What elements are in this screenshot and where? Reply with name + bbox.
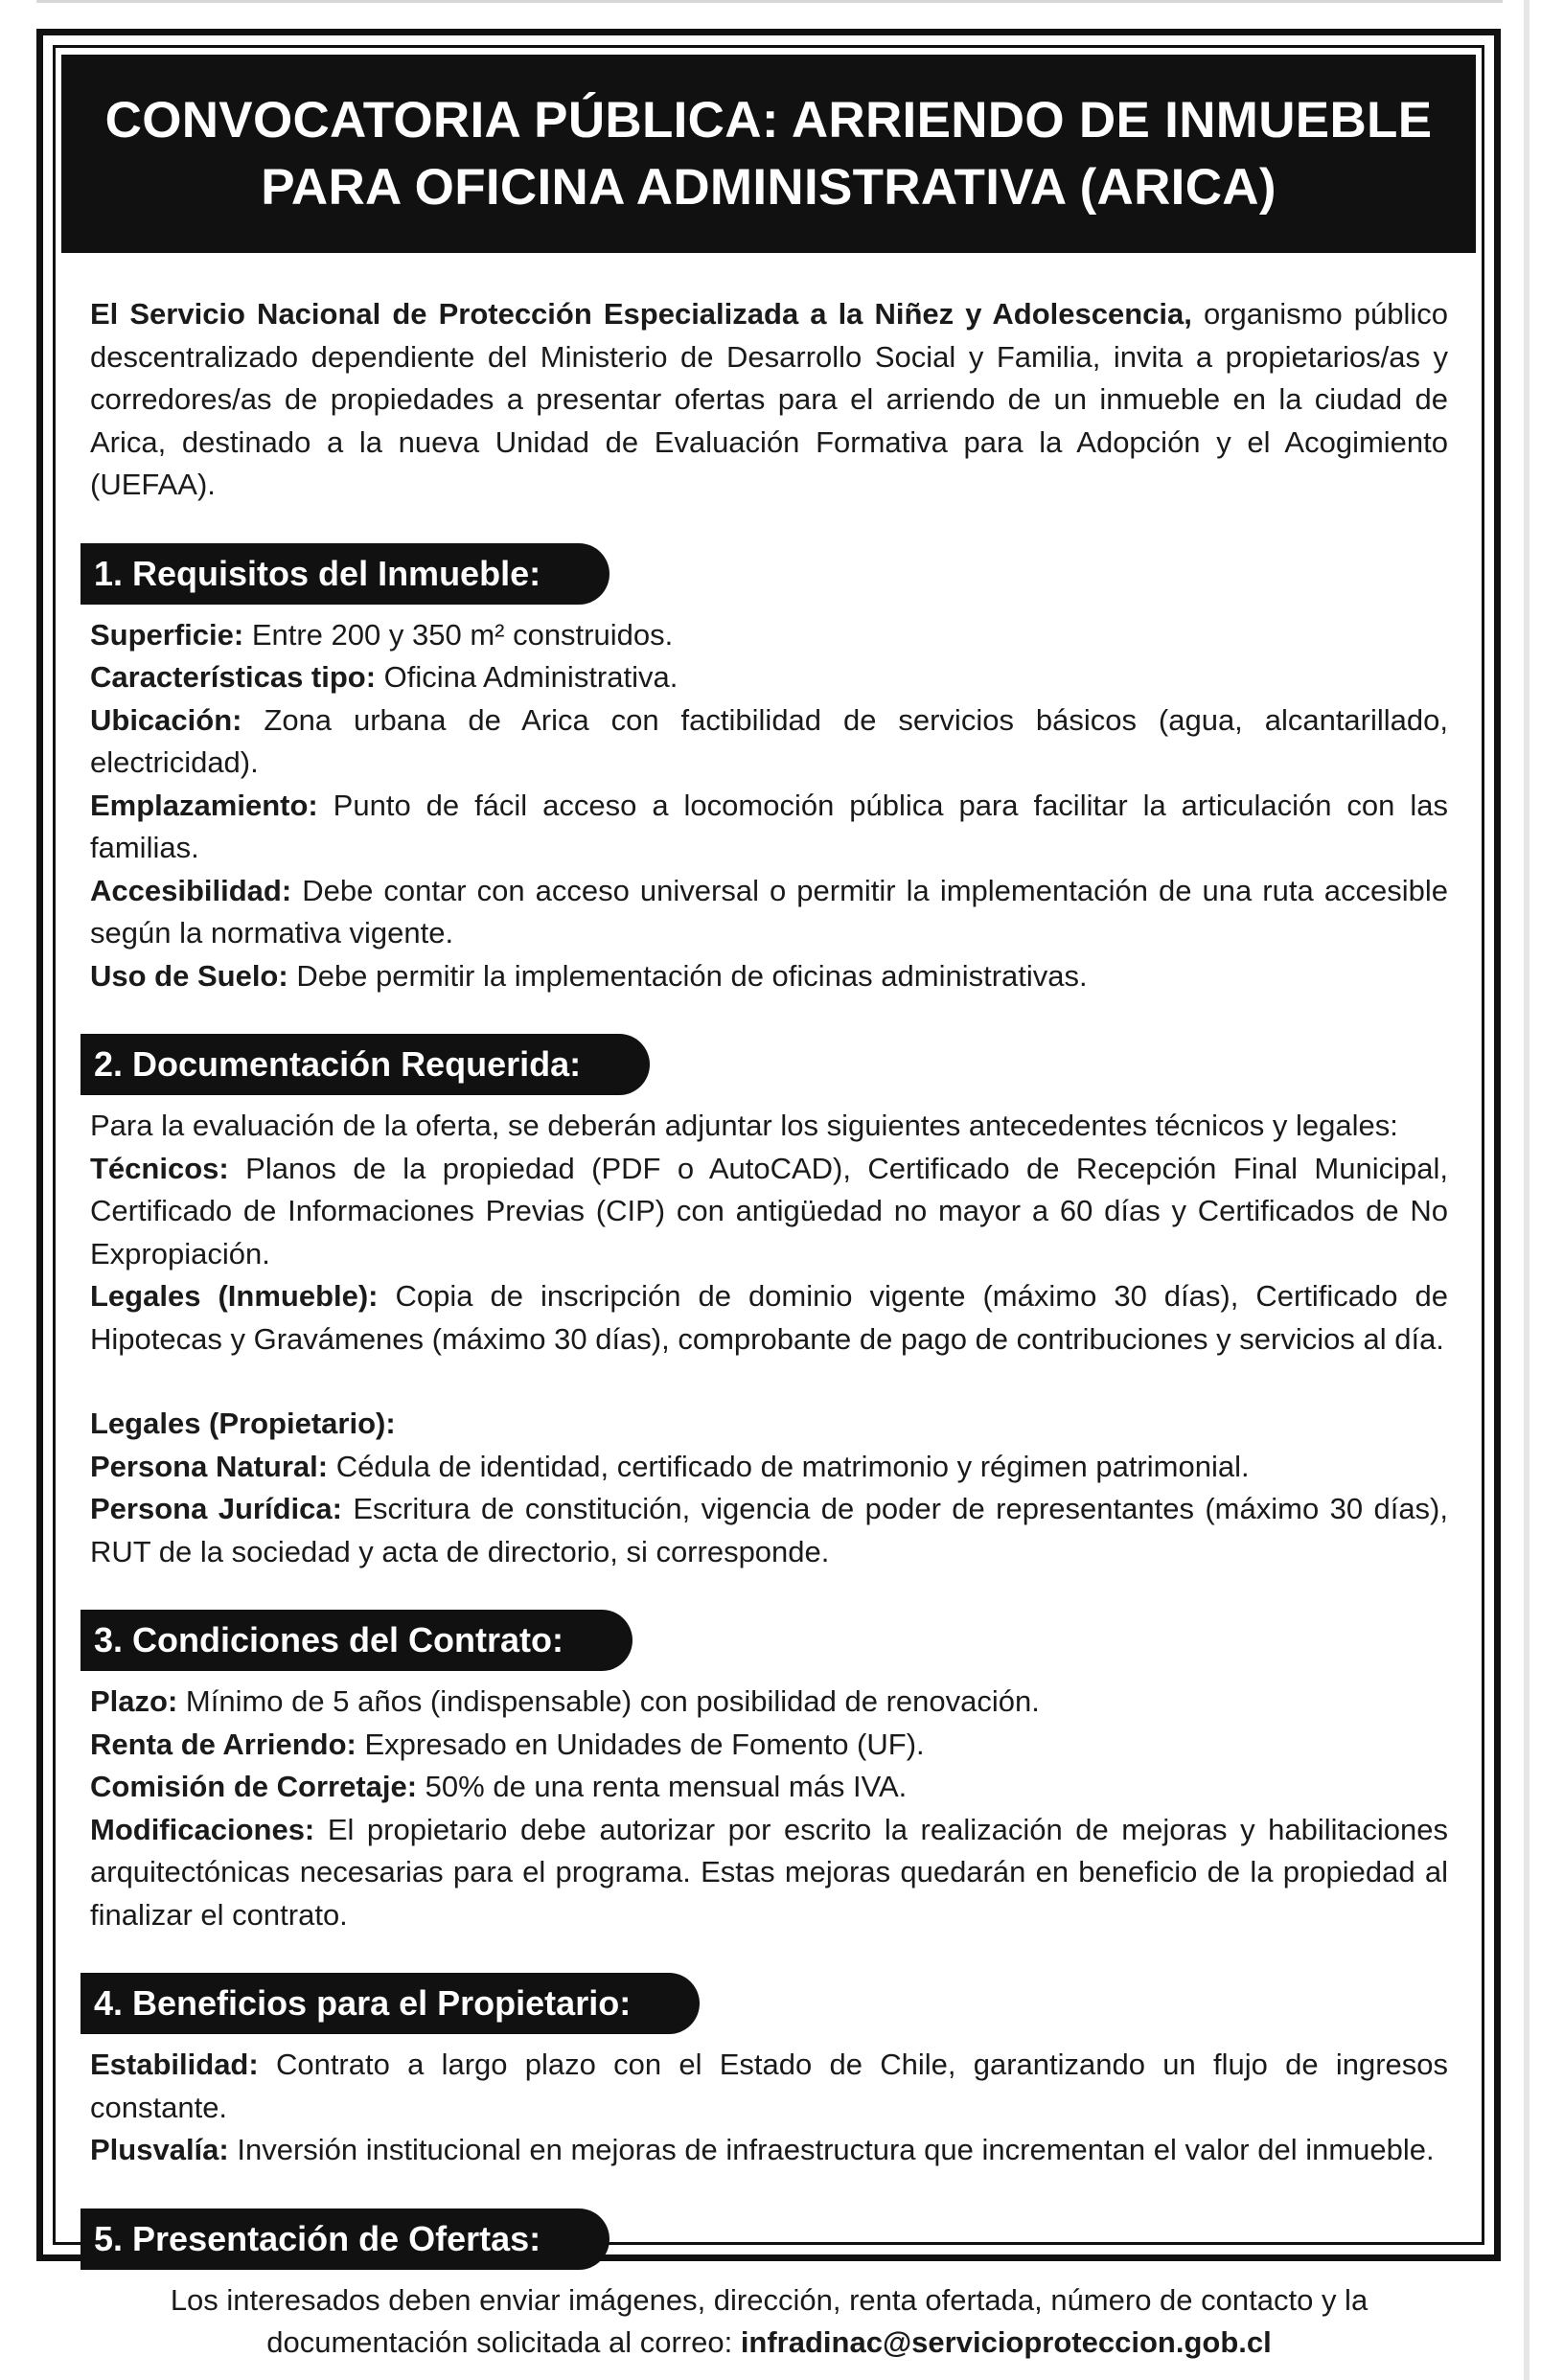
section-4-heading: 4. Beneficios para el Propietario: [80,1973,700,2034]
req-caracteristicas [90,656,1448,699]
title-line-1: CONVOCATORIA PÚBLICA: ARRIENDO DE INMUEBLE [104,91,1433,149]
ben-plusvalia [90,2129,1448,2172]
req-emplazamiento [90,785,1448,870]
req-text: Debe permitir la implementación de oficinas administrativas. [288,958,1088,993]
doc-label: Persona Natural: [90,1449,329,1483]
cond-text: 50% de una renta mensual más IVA. [417,1770,908,1803]
req-text: Debe contar con acceso universal o permitir la implementación de una ruta accesible según la normativa vigente. [90,873,1448,950]
intro-text: organismo público descentralizado dependiente del Ministerio de Desarrollo Social y Familia, invita a propietarios/as y corredores/as de propiedades a presentar ofertas para el arriendo de un inmueble en la ciudad de Arica, destinado a la nueva Unidad de Evaluación Formativa para la Adopción y el Acogimiento (UEFAA). [90,297,1448,501]
req-text: Oficina Administrativa. [376,660,678,694]
contact-email: infradinac@servicioproteccion.gob.cl [740,2325,1272,2359]
ofertas-text: documentación solicitada al correo: [266,2325,741,2359]
req-label: Superficie: [90,617,244,652]
req-ubicacion [90,699,1448,785]
req-text: Zona urbana de Arica con factibilidad de servicios básicos (agua, alcantarillado, electricidad). [90,702,1448,779]
ben-label: Plusvalía: [90,2133,229,2166]
req-label: Accesibilidad: [90,873,292,907]
section-1-heading: 1. Requisitos del Inmueble: [80,543,610,605]
ofertas-line-1: Los interesados deben enviar imágenes, dirección, renta ofertada, número de contacto y la [170,2282,1368,2317]
req-text: Entre 200 y 350 m² construidos. [243,617,674,652]
ben-text: Inversión institucional en mejoras de infraestructura que incrementan el valor del inmueble. [228,2133,1435,2166]
doc-label: Legales (Inmueble): [90,1279,379,1313]
ben-label: Estabilidad: [90,2048,259,2081]
req-label: Características tipo: [90,660,377,694]
doc-legales-propietario [90,1403,1448,1446]
req-text: Punto de fácil acceso a locomoción pública para facilitar la articulación con las familias. [90,788,1448,864]
doc-text: Copia de inscripción de dominio vigente (máximo 30 días), Certificado de Hipotecas y Gravámenes (máximo 30 días), comprobante de pago de contribuciones y servicios al día. [90,1279,1449,1356]
title-line-2: PARA OFICINA ADMINISTRATIVA (ARICA) [261,158,1276,216]
cond-modificaciones [90,1809,1448,1937]
ben-estabilidad [90,2044,1448,2129]
cond-text: Expresado en Unidades de Fomento (UF). [356,1727,925,1761]
cond-renta [90,1724,1448,1767]
doc-legales-inmueble [90,1275,1448,1361]
notice-title [61,55,1476,253]
doc-persona-juridica [90,1488,1448,1573]
section-2-heading: 2. Documentación Requerida: [80,1034,650,1095]
notice-content [90,293,1448,2365]
page-top-rule [36,0,1503,3]
doc-label: Legales (Propietario): [90,1407,396,1440]
doc-text: Escritura de constitución, vigencia de poder de representantes (máximo 30 días), RUT de la sociedad y acta de directorio, si corresponde. [90,1492,1448,1568]
req-label: Uso de Suelo: [90,958,288,993]
req-accesibilidad [90,870,1448,955]
doc-text: Planos de la propiedad (PDF o AutoCAD), Certificado de Recepción Final Municipal, Certificado de Informaciones Previas (CIP) con antigüedad no mayor a 60 días y Certificados de No Expropiación. [90,1151,1448,1270]
notice-frame [36,29,1501,2359]
req-uso-suelo [90,955,1448,998]
doc-tecnicos [90,1148,1448,1276]
doc-intro: Para la evaluación de la oferta, se deberán adjuntar los siguientes antecedentes técnicos y legales: [90,1109,1398,1142]
section-3-heading: 3. Condiciones del Contrato: [80,1610,632,1671]
cond-plazo [90,1681,1448,1724]
cond-text: Mínimo de 5 años (indispensable) con posibilidad de renovación. [177,1684,1040,1718]
doc-label: Persona Jurídica: [90,1492,342,1525]
doc-label: Técnicos: [90,1151,229,1185]
section-5-heading: 5. Presentación de Ofertas: [80,2208,610,2270]
req-superficie [90,614,1448,657]
doc-persona-natural [90,1446,1448,1489]
req-label: Ubicación: [90,702,242,737]
cond-comision [90,1766,1448,1809]
intro-org: El Servicio Nacional de Protección Especializada a la Niñez y Adolescencia, [90,297,1192,331]
cond-text: El propietario debe autorizar por escrito la realización de mejoras y habilitaciones arquitectónicas necesarias para el programa. Estas mejoras quedarán en beneficio de la propiedad al finalizar el contrato. [90,1812,1448,1932]
intro-paragraph [90,293,1448,507]
req-label: Emplazamiento: [90,788,318,822]
cond-label: Plazo: [90,1684,178,1718]
ben-text: Contrato a largo plazo con el Estado de Chile, garantizando un flujo de ingresos constante. [90,2048,1448,2124]
ofertas-line-2 [90,2322,1448,2365]
cond-label: Comisión de Corretaje: [90,1770,418,1803]
page-edge-shadow [1524,0,1530,2380]
cond-label: Renta de Arriendo: [90,1727,356,1761]
cond-label: Modificaciones: [90,1812,315,1846]
doc-text: Cédula de identidad, certificado de matrimonio y régimen patrimonial. [328,1449,1250,1483]
